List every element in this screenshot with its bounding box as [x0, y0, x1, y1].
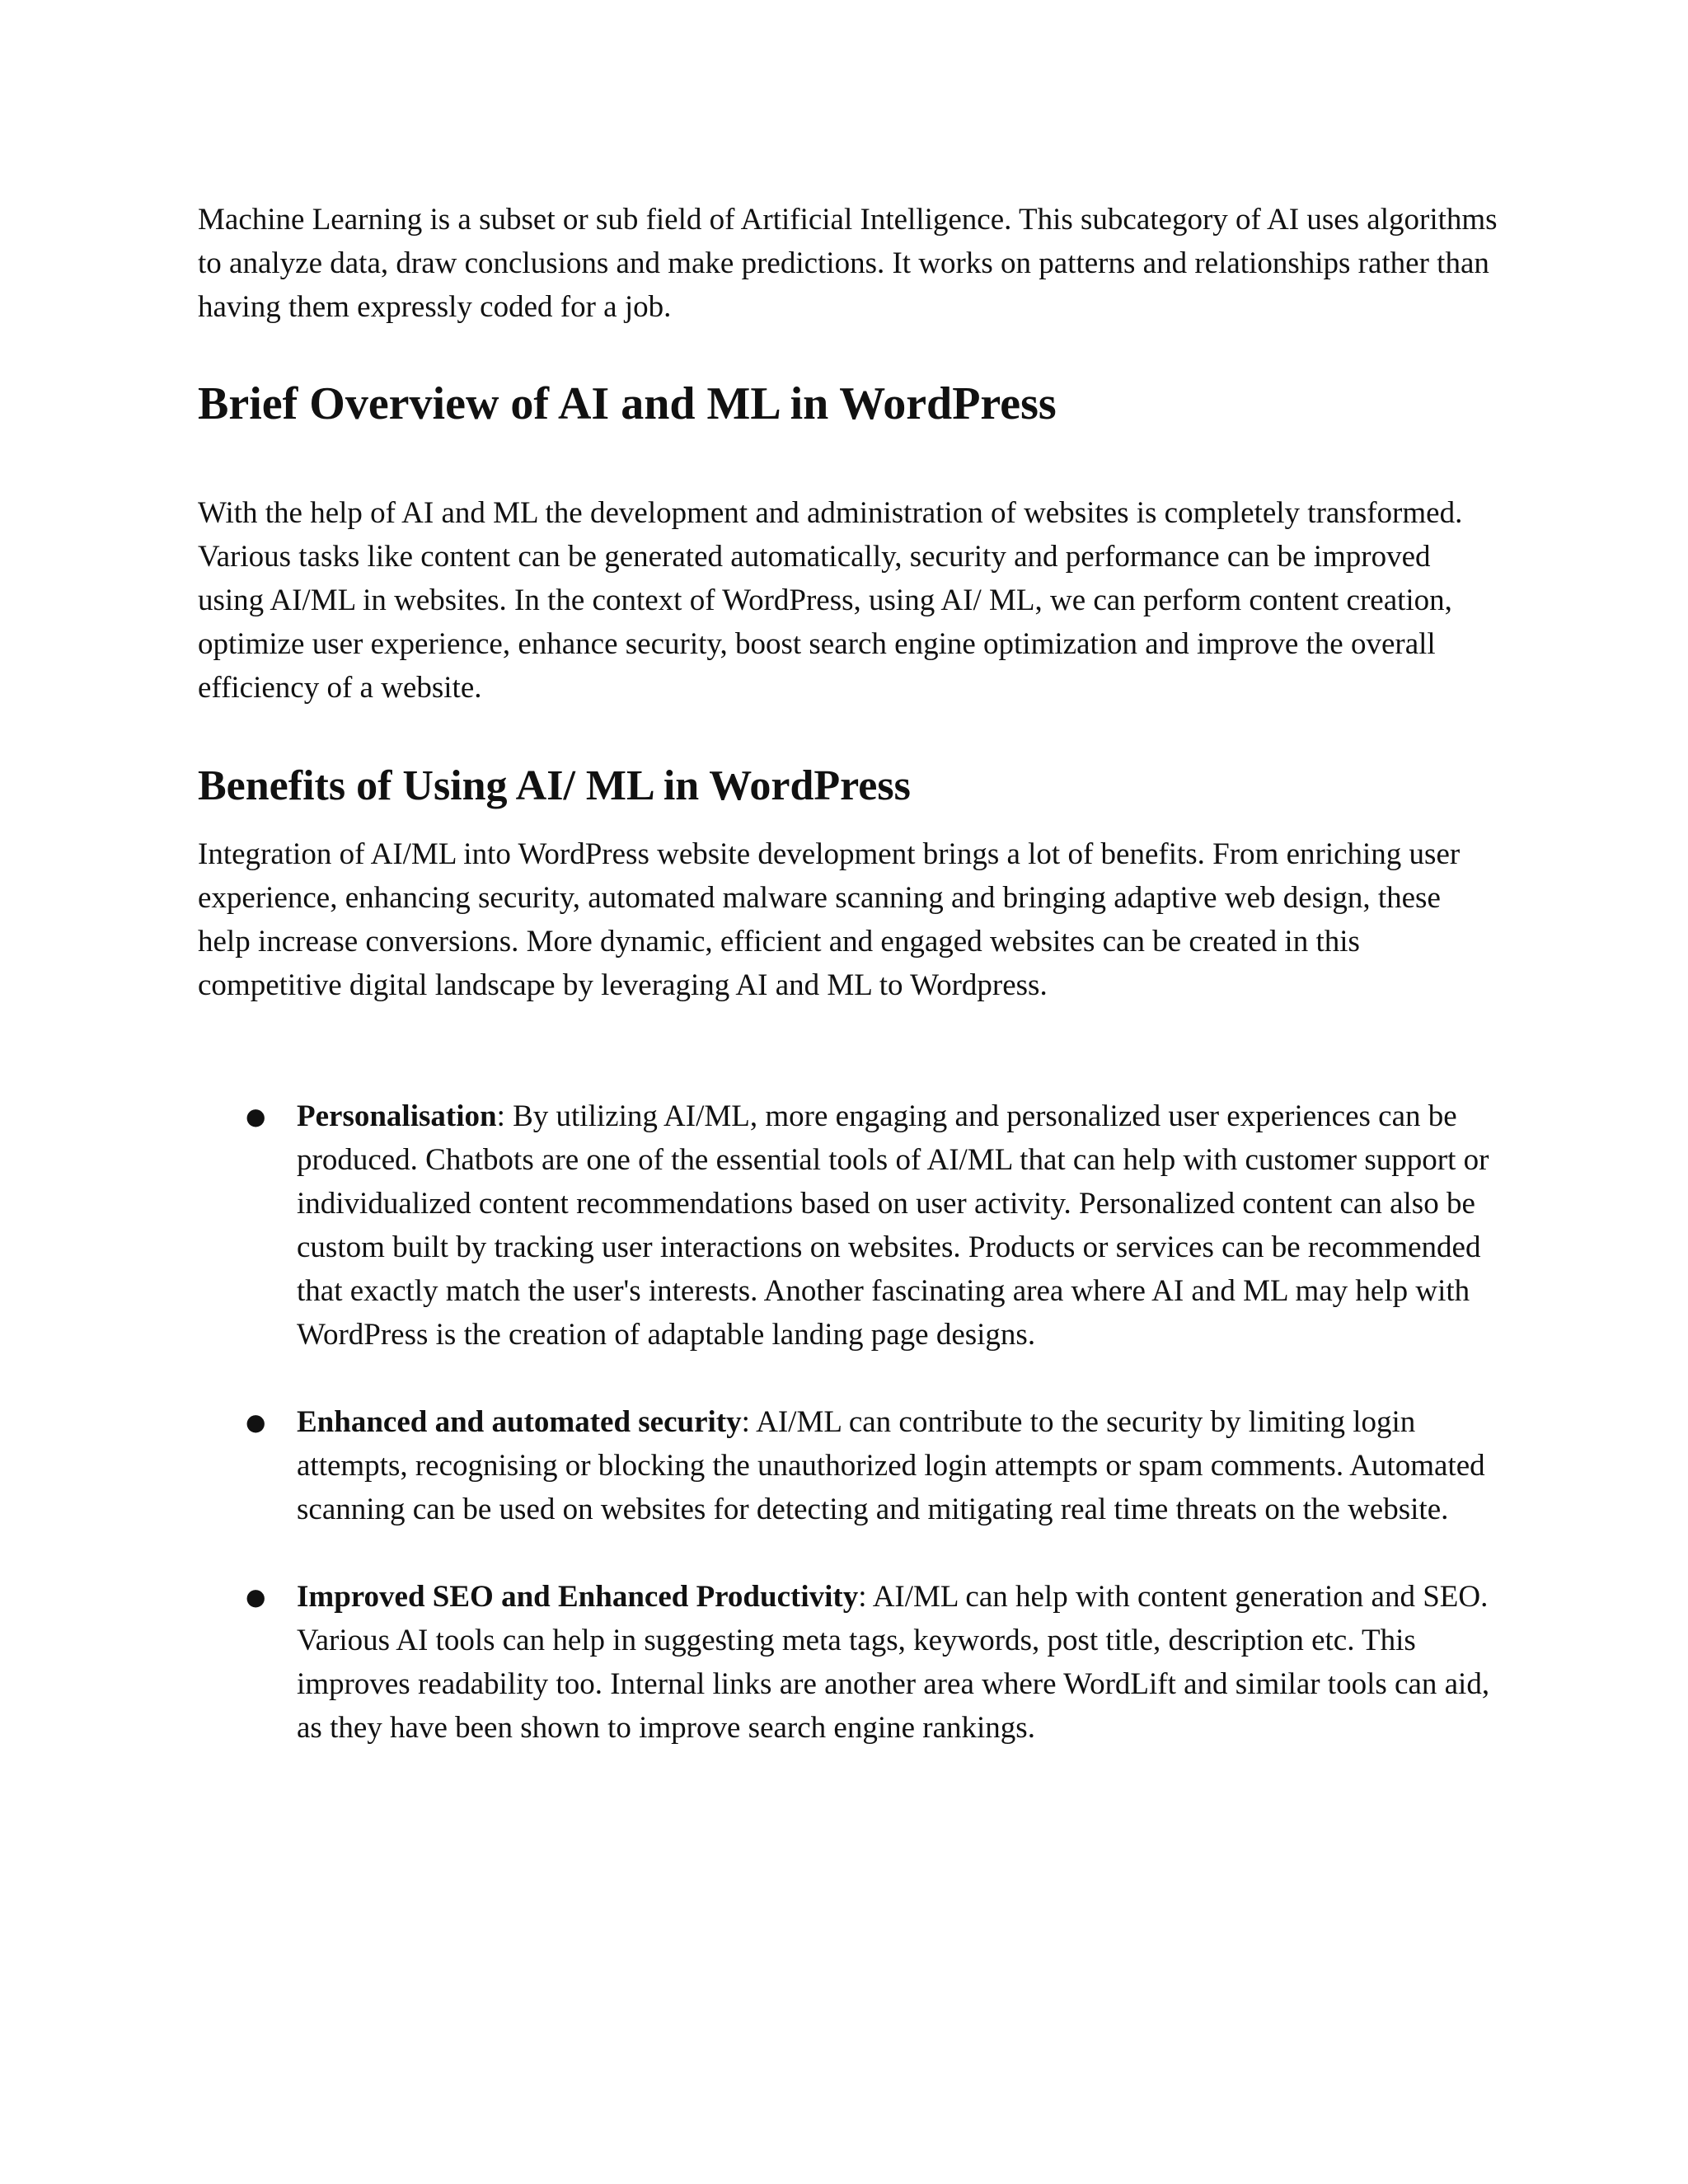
bullet-text: : By utilizing AI/ML, more engaging and personalized user experiences can be produced. Chatbots are one of the essential tools of AI/ML that can help with customer support or individualized content recommendations based on user activity. Personalized content can also be custom built by tracking user interactions on websites. Products or services can be recommended that exactly match the user's interests. Another fascinating area where AI and ML may help with WordPress is the creation of adaptable landing page designs. — [297, 1099, 1489, 1352]
list-item — [198, 1094, 1500, 1357]
intro-paragraph: Machine Learning is a subset or sub field of Artificial Intelligence. This subcategory of AI uses algorithms to analyze data, draw conclusions and make predictions. It works on patterns and relationships rather than having them expressly coded for a job. — [198, 203, 1498, 324]
list-item — [198, 1400, 1500, 1531]
benefits-heading: Benefits of Using AI/ ML in WordPress — [198, 762, 911, 809]
benefits-list — [198, 1094, 1500, 1793]
benefits-paragraph: Integration of AI/ML into WordPress website development brings a lot of benefits. From enriching user experience, enhancing security, automated malware scanning and bringing adaptive web design, these help increase conversions. More dynamic, efficient and engaged websites can be created in this competitive digital landscape by leveraging AI and ML to Wordpress. — [198, 837, 1461, 1002]
bullet-text: : AI/ML can help with content generation and SEO. Various AI tools can help in suggesting meta tags, keywords, post title, description etc. This improves readability too. Internal links are another area where WordLift and similar tools can aid, as they have been shown to improve search engine rankings. — [297, 1580, 1490, 1745]
overview-heading: Brief Overview of AI and ML in WordPress — [198, 378, 1057, 429]
list-item — [198, 1575, 1500, 1750]
bullet-text: : AI/ML can contribute to the security by limiting login attempts, recognising or blocking the unauthorized login attempts or spam comments. Automated scanning can be used on websites for detecting and mitigating real time threats on the website. — [297, 1405, 1485, 1526]
bullet-icon: ● — [246, 1583, 266, 1610]
bullet-term: Personalisation — [297, 1099, 497, 1133]
overview-paragraph: With the help of AI and ML the development and administration of websites is completely transformed. Various tasks like content can be generated automatically, security and performance can be improved using AI/ML in websites. In the context of WordPress, using AI/ ML, we can perform content creation, optimize user experience, enhance security, boost search engine optimization and improve the overall efficiency of a website. — [198, 496, 1463, 705]
bullet-icon: ● — [246, 1408, 266, 1436]
bullet-icon: ● — [246, 1103, 266, 1130]
bullet-term: Enhanced and automated security — [297, 1405, 742, 1439]
bullet-term: Improved SEO and Enhanced Productivity — [297, 1580, 859, 1614]
